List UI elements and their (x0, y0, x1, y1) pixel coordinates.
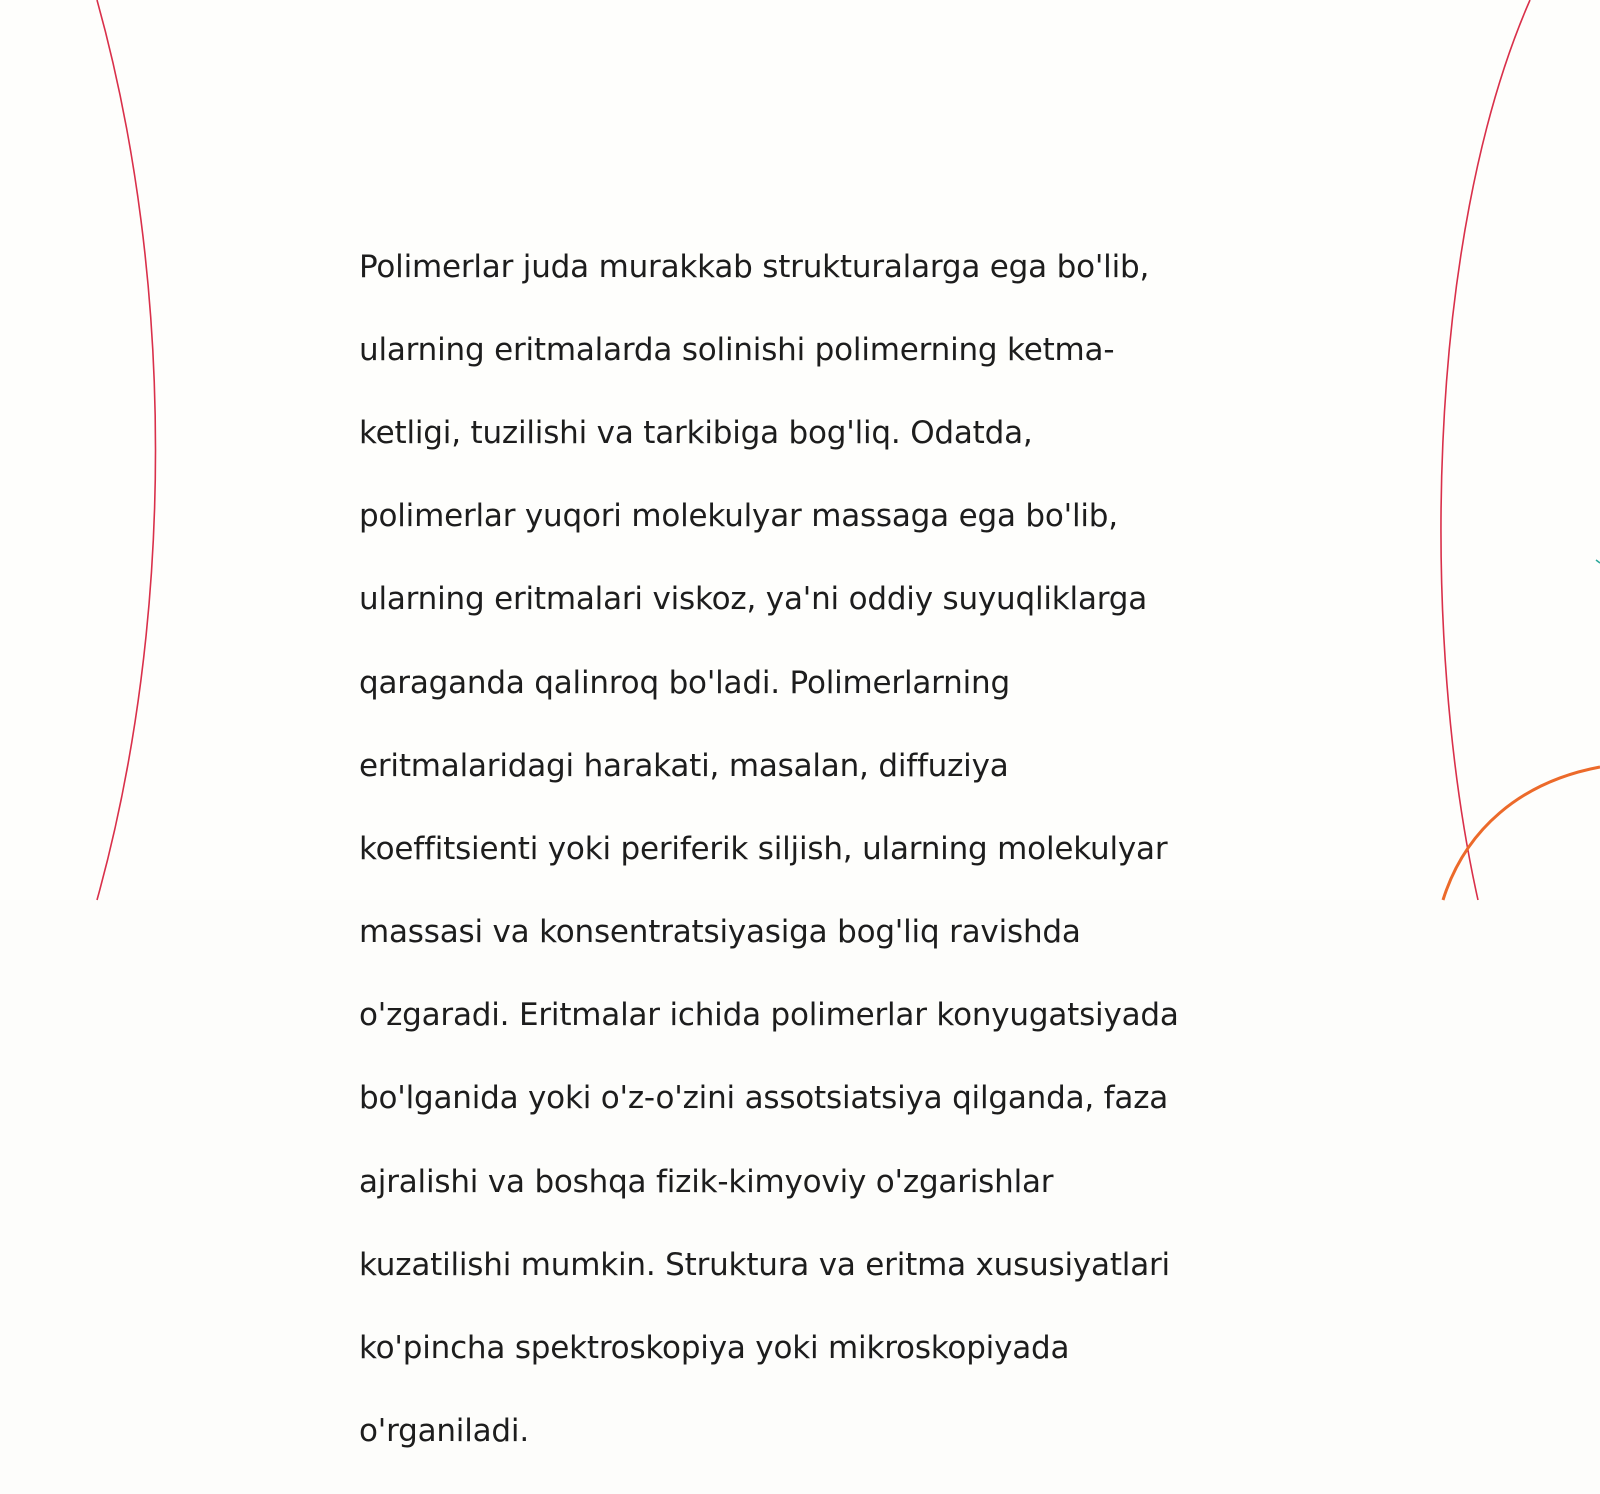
right-arc-decoration (1441, 0, 1530, 900)
left-arc-decoration (97, 0, 156, 900)
orange-circle-decoration (1443, 767, 1600, 900)
body-line: o'rganiladi. (359, 1413, 529, 1450)
body-line: polimerlar yuqori molekulyar massaga ega bo'lib, (359, 498, 1118, 535)
body-line: qaraganda qalinroq bo'ladi. Polimerlarning (359, 664, 1010, 701)
body-line: eritmalaridagi harakati, masalan, diffuziya (359, 747, 1009, 784)
body-line: bo'lganida yoki o'z-o'zini assotsiatsiya qilganda, faza (359, 1080, 1169, 1117)
body-line: ajralishi va boshqa fizik-kimyoviy o'zgarishlar (359, 1163, 1054, 1200)
body-line: ko'pincha spektroskopiya yoki mikroskopiyada (359, 1330, 1070, 1367)
body-line: kuzatilishi mumkin. Struktura va eritma xususiyatlari (359, 1246, 1170, 1283)
body-paragraph (359, 205, 1239, 1494)
body-line: ketligi, tuzilishi va tarkibiga bog'liq. Odatda, (359, 414, 1033, 451)
teal-accent-decoration (1596, 560, 1600, 563)
body-line: massasi va konsentratsiyasiga bog'liq ravishda (359, 914, 1081, 951)
body-line: o'zgaradi. Eritmalar ichida polimerlar konyugatsiyada (359, 997, 1179, 1034)
body-line: ularning eritmalari viskoz, ya'ni oddiy suyuqliklarga (359, 581, 1148, 618)
body-line: koeffitsienti yoki periferik siljish, ularning molekulyar (359, 830, 1168, 867)
body-line: Polimerlar juda murakkab strukturalarga ega bo'lib, (359, 248, 1150, 285)
body-line: ularning eritmalarda solinishi polimerning ketma- (359, 331, 1115, 368)
